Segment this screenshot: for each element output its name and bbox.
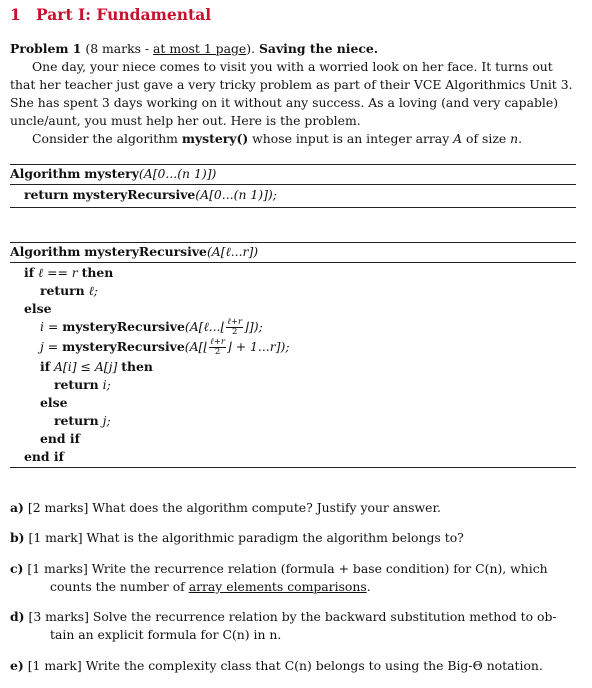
section-title-text: Part I: Fundamental [36, 5, 212, 24]
algo2-j-open: (A[⌊ [184, 339, 209, 354]
question-b-text: [1 mark] What is the algorithmic paradigm the algorithm belongs to? [28, 530, 464, 545]
problem-marks-limit: at most 1 page [153, 41, 247, 56]
consider-fn: mystery() [181, 131, 249, 146]
problem-label: Problem 1 [10, 41, 82, 56]
algo2-return-2-kw: return [54, 377, 99, 392]
algo1-line-1 [24, 186, 277, 204]
problem-marks-prefix: (8 marks - [85, 41, 154, 56]
algo1-return-kw: return [24, 187, 69, 202]
algo1-return-args: (A[0...(n 1)]); [195, 187, 277, 202]
question-a-label: a) [10, 500, 24, 515]
algo2-header-name: mysteryRecursive [84, 244, 207, 259]
algo1-return-fn: mysteryRecursive [72, 187, 196, 202]
problem-consider [10, 130, 576, 148]
algo2-i-frac-num: ℓ+r [227, 317, 243, 327]
algo2-else-2-kw: else [40, 395, 68, 410]
question-d-label: d) [10, 609, 25, 624]
question-c-label: c) [10, 561, 24, 576]
question-d-text-1: [3 marks] Solve the recurrence relation by the backward substitution method to ob- [28, 609, 557, 624]
algo2-header-kw: Algorithm [10, 244, 81, 259]
consider-end: . [518, 131, 523, 146]
algo2-if-2-kw: if [40, 359, 51, 374]
question-e-text: [1 mark] Write the complexity class that C(n) belongs to using the Big-Θ notation. [27, 658, 543, 673]
algo2-i-lhs: i = [40, 319, 63, 334]
problem-intro-line-1: One day, your niece comes to visit you with a worried look on her face. It turns out [32, 59, 553, 74]
problem-title: Saving the niece. [258, 41, 379, 56]
algo2-i-frac [226, 318, 243, 337]
algo2-then-2-kw: then [121, 359, 153, 374]
problem-heading [10, 40, 576, 58]
algo1-mid-rule [10, 184, 576, 185]
question-c-continuation [10, 578, 576, 596]
problem-intro-line-2: that her teacher just gave a very tricky problem as part of their VCE Algorithmics Unit 3. [10, 77, 573, 92]
problem-marks-suffix: ). [246, 41, 256, 56]
algo2-i-open: (A[ℓ...⌊ [184, 319, 226, 334]
algo2-if-cond: ℓ == r [34, 265, 82, 280]
question-a [10, 499, 576, 517]
algo2-j-close: ⌋ + 1...r]); [226, 339, 290, 354]
question-e [10, 657, 576, 675]
question-e-label: e) [10, 658, 24, 673]
question-c [10, 560, 576, 596]
algo2-bottom-rule [10, 467, 576, 468]
question-d-text-2: tain an explicit formula for C(n) in n. [50, 627, 282, 642]
problem-intro-line-3: She has spent 3 days working on it without any success. As a loving (and very capable) [10, 95, 559, 110]
algo1-bottom-rule [10, 207, 576, 208]
question-a-text: [2 marks] What does the algorithm compute? Justify your answer. [27, 500, 441, 515]
algo2-return-1 [40, 282, 98, 300]
algo2-j-frac-den: 2 [214, 347, 221, 357]
algo2-header-args: (A[ℓ...r]) [206, 244, 259, 259]
consider-prefix: Consider the algorithm [32, 131, 182, 146]
algo2-j-frac-num: ℓ+r [210, 337, 225, 347]
algo2-endif-inner: end if [40, 431, 80, 446]
problem-intro-line-4: uncle/aunt, you must help her out. Here is the problem. [10, 113, 361, 128]
algo2-if-2 [40, 358, 153, 376]
section-number: 1 [10, 5, 21, 24]
algo1-header-kw: Algorithm [10, 166, 81, 181]
question-b [10, 529, 576, 547]
question-c-text-2-underlined: array elements comparisons [188, 579, 367, 594]
algo2-endif-outer: end if [24, 449, 64, 464]
algo1-header [10, 165, 216, 183]
algo1-header-args: (A[0...(n 1)]) [138, 166, 217, 181]
algo2-j-lhs: j = [40, 339, 63, 354]
algo2-j-fn: mysteryRecursive [62, 339, 185, 354]
algo2-else-2 [40, 394, 67, 412]
algo2-i-fn: mysteryRecursive [62, 319, 185, 334]
algo2-else-1 [24, 300, 51, 318]
algo2-i-assign [40, 318, 263, 337]
algo2-if-kw: if [24, 265, 35, 280]
question-c-text-1: [1 marks] Write the recurrence relation (formula + base condition) for C(n), which [27, 561, 548, 576]
algo2-return-1-kw: return [40, 283, 85, 298]
algo2-header [10, 243, 258, 261]
algo2-return-1-val: ℓ; [84, 283, 98, 298]
algo2-if-2-cond: A[i] ≤ A[j] [50, 359, 122, 374]
question-d [10, 608, 576, 644]
algo2-return-2-val: i; [98, 377, 111, 392]
algo2-i-close: ⌋]); [244, 319, 263, 334]
algo2-then-kw: then [81, 265, 114, 280]
consider-size: of size [462, 131, 511, 146]
consider-array: A [453, 131, 463, 146]
algo2-mid-rule [10, 262, 576, 263]
algo2-i-frac-den: 2 [231, 327, 238, 337]
algo1-header-name: mystery [84, 166, 139, 181]
algo2-return-2 [54, 376, 111, 394]
consider-n: n [510, 131, 519, 146]
algo2-return-3-kw: return [54, 413, 99, 428]
algo2-return-3 [54, 412, 111, 430]
section-title [10, 4, 211, 26]
algo2-j-frac [209, 338, 226, 357]
algo2-j-assign [40, 338, 290, 357]
consider-suffix: whose input is an integer array [248, 131, 454, 146]
question-c-text-2-post: . [366, 579, 371, 594]
question-c-text-2-pre: counts the number of [50, 579, 189, 594]
algo2-if-line [24, 264, 113, 282]
question-b-label: b) [10, 530, 25, 545]
algo2-return-3-val: j; [98, 413, 111, 428]
algo2-else-1-kw: else [24, 301, 52, 316]
